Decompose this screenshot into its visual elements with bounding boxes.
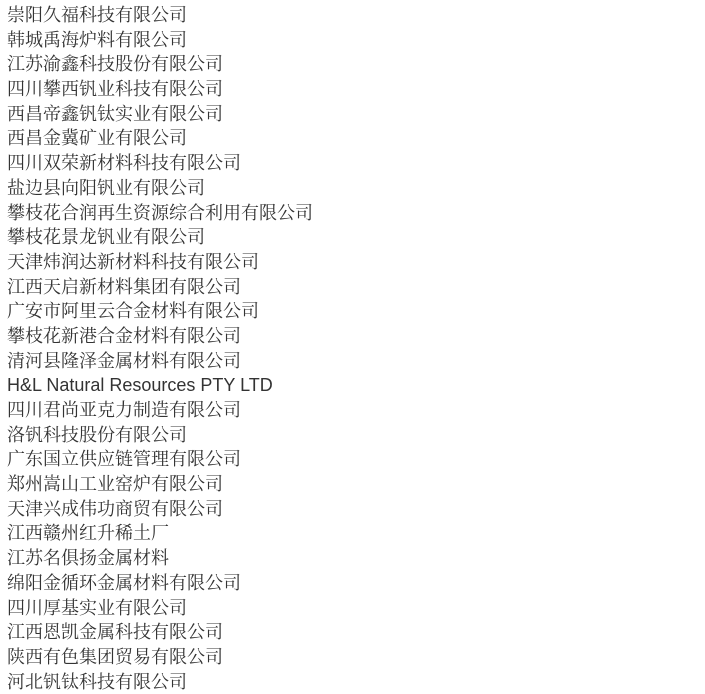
company-list-item[interactable]: 盐边县向阳钒业有限公司 bbox=[7, 177, 205, 198]
company-list-item[interactable]: 四川君尚亚克力制造有限公司 bbox=[7, 400, 241, 420]
company-list-item-clipped[interactable]: 河北钒钛科技有限公司 bbox=[7, 671, 187, 692]
company-list-item[interactable]: 崇阳久福科技有限公司 bbox=[7, 5, 187, 25]
company-list-item[interactable]: 天津兴成伟功商贸有限公司 bbox=[7, 498, 223, 519]
company-list-item[interactable]: 江西赣州红升稀土厂 bbox=[7, 523, 169, 544]
company-list-item[interactable]: 攀枝花新港合金材料有限公司 bbox=[7, 325, 241, 346]
company-list-item[interactable]: 洛钒科技股份有限公司 bbox=[7, 424, 187, 445]
company-list-item[interactable]: 江苏渝鑫科技股份有限公司 bbox=[7, 54, 223, 75]
company-list-item[interactable]: 四川攀西钒业科技有限公司 bbox=[7, 79, 223, 100]
company-list-item[interactable]: 陕西有色集团贸易有限公司 bbox=[7, 646, 223, 667]
company-list-item[interactable]: 西昌帝鑫钒钛实业有限公司 bbox=[7, 103, 223, 124]
company-list-item[interactable]: 清河县隆泽金属材料有限公司 bbox=[7, 350, 241, 371]
company-list-item[interactable]: H&L Natural Resources PTY LTD bbox=[7, 375, 273, 396]
company-list-item[interactable]: 四川双荣新材料科技有限公司 bbox=[7, 153, 241, 174]
company-list-item[interactable]: 江西恩凯金属科技有限公司 bbox=[7, 622, 223, 643]
company-list-item[interactable]: 广安市阿里云合金材料有限公司 bbox=[7, 301, 259, 322]
company-list-item[interactable]: 西昌金冀矿业有限公司 bbox=[7, 128, 187, 149]
company-list-item[interactable]: 江苏名俱扬金属材料 bbox=[7, 548, 169, 569]
company-list-item[interactable]: 攀枝花合润再生资源综合利用有限公司 bbox=[7, 202, 313, 223]
company-list-item[interactable]: 江西天启新材料集团有限公司 bbox=[7, 276, 241, 297]
company-list-item[interactable]: 四川厚基实业有限公司 bbox=[7, 597, 187, 618]
company-list-item[interactable]: 广东国立供应链管理有限公司 bbox=[7, 449, 241, 470]
company-list-item[interactable]: 攀枝花景龙钒业有限公司 bbox=[7, 227, 205, 248]
company-list-item[interactable]: 郑州嵩山工业窑炉有限公司 bbox=[7, 474, 223, 495]
company-list-item[interactable]: 绵阳金循环金属材料有限公司 bbox=[7, 572, 241, 593]
company-list-item[interactable]: 天津炜润达新材料科技有限公司 bbox=[7, 251, 259, 272]
company-list-item[interactable]: 韩城禹海炉料有限公司 bbox=[7, 29, 187, 50]
